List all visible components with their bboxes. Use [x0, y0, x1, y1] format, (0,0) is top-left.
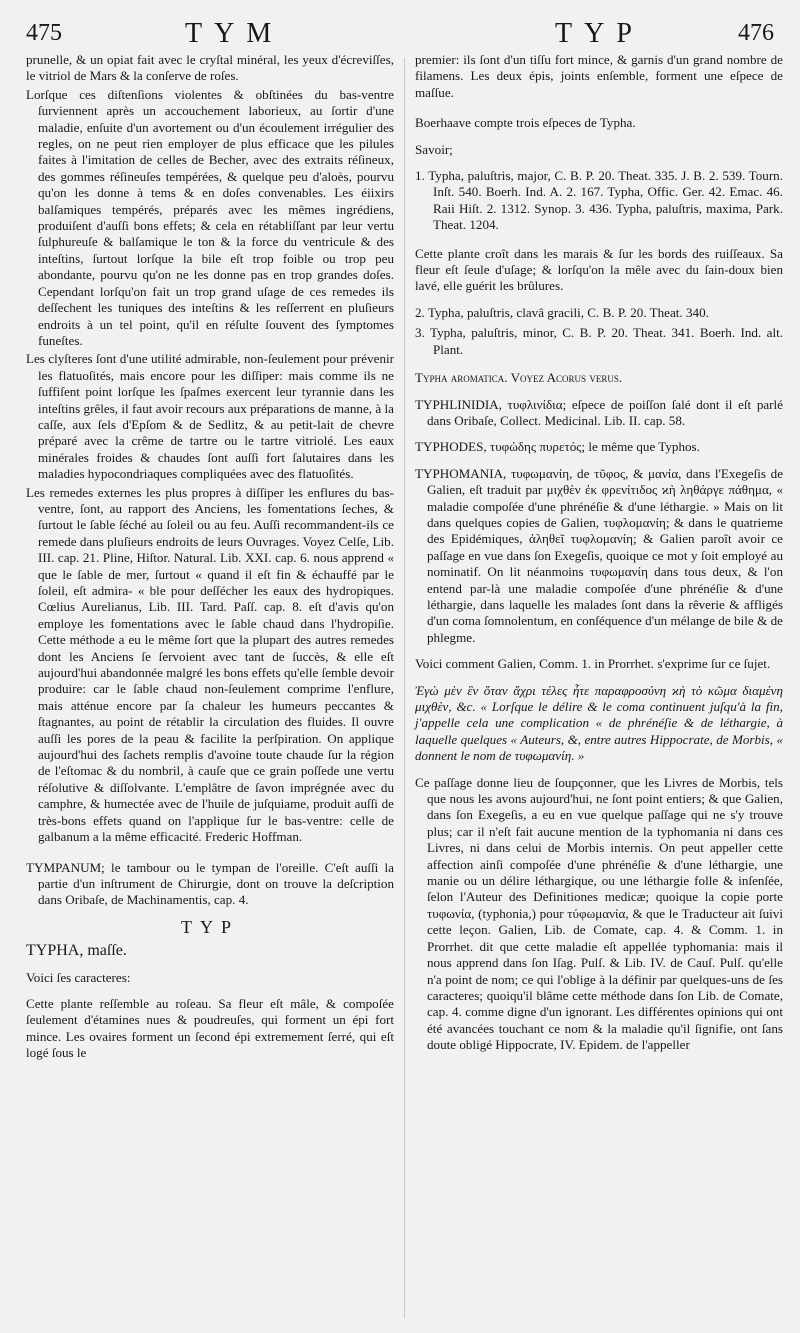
- entry-tympanum: TYMPANUM; le tambour ou le tympan de l'oreille. C'eſt auſſi la partie d'un inſtrument de Chirurgie, dont on trouve la deſcription dans Oribaſe, de Machinamentis, cap. 4.: [26, 859, 394, 908]
- left-running-title: TYM: [185, 18, 284, 49]
- column-divider: [404, 58, 405, 1318]
- plant-habitat: Cette plante croît dans les marais & ſur les bords des ruiſſeaux. Sa fleur eſt ſeule d'uſage; & lorſqu'on la mêle avec du ſain-doux bien lavé, elle guérit les brûlures.: [415, 245, 783, 294]
- right-column: [415, 52, 783, 1056]
- paragraph-remedes-externes: Les remedes externes les plus propres à diſſiper les enflures du bas-ventre, ſont, au rapport des Anciens, les fomentations ſeches, & ſurtout le ſable ſéché au ſoleil ou au feu. Auſſi recommandent-ils ce remede dans pluſieurs endroits de leurs Ouvrages. Voyez Celſe, Lib. III. cap. 21. Pline, Hiſtor. Natural. Lib. XXI. cap. 6. nous apprend « que le ſable de mer, ſurtout « quand il eſt fin & échauffé par le ſoleil, eſt admira- « ble pour deſſécher les eaux des hydropiques. Cœlius Aurelianus, Lib. III. Tard. Paſſ. cap. 8. eſt d'avis qu'on employe les fomentations avec le ſable chaud dans l'hydropiſie. Cette méthode a eu le même ſort que la plupart des autres remedes dont les Anciens ſe ſervoient avec tant de ſuccès, & elle eſt aujourd'hui abandonnée malgré les bons effets qu'elle ſemble devoir produire: car le ſable chaud non-ſeulement comprime l'enflure, mais atténue encore par ſa chaleur les humeurs peccantes & ſtagnantes, au point de rétablir la circulation des fluides. Il ouvre auſſi les pores de la peau & facilite la perſpiration. On applique aujourd'hui des ſachets remplis d'avoine toute chaude ſur la région de l'eſtomac & du nombril, à cauſe que ce grain poſſede une vertu réſolutive & diſſolvante. L'emplâtre de ſavon imprégnée avec du camphre, & humectée avec de l'huile de juſquiame, produit auſſi de très-bons effets quand on l'applique ſur le bas-ventre: celle de galbanum a la même efficacité. Frederic Hoffman.: [26, 484, 394, 845]
- left-column: [26, 52, 394, 1064]
- species-list-2: [415, 305, 783, 358]
- savoir-label: Savoir;: [415, 141, 453, 157]
- paragraph-distensions: Lorſque ces diſtenſions violentes & obſtinées du bas-ventre ſurviennent après un accouchement laborieux, au ſortir d'une maladie, enſuite d'un avortement ou d'un écoulement irrégulier des regles, on ne peut rien employer de plus efficace que les pilules faites à l'imitation de celles de Becher, avec des extraits réſineux, des gommes réſineuſes tempérées, & quelque peu d'aloès, pourvu qu'on les donne à tems & en doſes convenables. Les éiixirs balſamiques tempérés, préparés avec les mêmes ingrédiens, produiſent d'auſſi bons effets; & cela en rétabliſſant par leur vertu ſulphureuſe & balſamique le ton & la force du ventricule & des inteſtins, ſurtout lorſque la bile eſt trop foible ou trop peu abondante, pourvu qu'on ne les donne pas en trop grandes doſes. Cependant lorſqu'on fait un trop grand uſage de ces remedes ils deſſechent les tuniques des inteſtins & les reſſerrent en pluſieurs endroits à un tel point, qu'il en réſulte ſouvent des ſymptomes funeſtes.: [26, 86, 394, 348]
- species-item: 1. Typha, paluſtris, major, C. B. P. 20. Theat. 335. J. B. 2. 539. Tourn. Inſt. 540. Boerh. Ind. A. 2. 167. Typha, Offic. Ger. 42. Emac. 46. Raii Hiſt. 2. 1312. Synop. 3. 436. Typha, paluſtris, maxima, Park. Theat. 1204.: [415, 168, 783, 233]
- section-heading-typ: TYP: [180, 916, 239, 937]
- entry-typhlinidia: TYPHLINIDIA, τυφλινίδια; eſpece de poiſſon ſalé dont il eſt parlé dans Oribaſe, Collect. Medicinal. Lib. II. cap. 58.: [415, 396, 783, 428]
- galien-intro: Voici comment Galien, Comm. 1. in Prorrhet. s'exprime ſur ce ſujet.: [415, 656, 771, 672]
- entry-typhomania: TYPHOMANIA, τυφωμανίη, de τῦφος, & μανία, dans l'Exegeſis de Galien, eſt traduit par μιχθὲν ἐκ φρενίτιδος ϰὴ ληθάργε πάθημα, « maladie compoſée d'une phrénéſie & d'une léthargie. » Mais on lit dans quelques copies de Galien, τυφλομανίη; & dans le quatrieme des Epidémiques, ἀληθεῖ τυφλομανίη; & Galien paroît avoir ce paſſage en vue dans ſon Exegeſis, quoique ce mot y ſoit employé au nominatif. On lit néanmoins τυφωμανίη dans tous deux, & l'on entend par-là une maladie compoſée d'une phrénéſie & d'une léthargie, dans laquelle les malades ſont dans la rêverie & affligés d'un coma ſomnolentum, en conſéquence d'un mélange de bile & de phlegme.: [415, 465, 783, 645]
- greek-quotation: Ἐγὼ μὲν ἓν ὅταν ἄχρι τέλες ἦτε παραφροσύνη ϰὴ τὸ κῶμα διαμένη μιχθὲν, &c. « Lorſque le délire & le coma continuent juſqu'à la fin, j'appelle cela une complication « de phrénéſie & de léthargie, à laquelle quelques « Auteurs, &, entre autres Hippocrate, de Morbis, « donnent le nom de τυφωμανίη. »: [415, 682, 783, 764]
- left-page-number: 475: [26, 20, 62, 46]
- paragraph-passage: Ce paſſage donne lieu de ſoupçonner, que les Livres de Morbis, tels que nous les avons aujourd'hui, ne ſont point entiers; & que Galien, dans ſon Exegeſis, a eu en vue quelque paſſage qui ne s'y trouve plus; car il n'eſt fait aucune mention de la typhomania ni dans ces Livres, ni dans celui de Morbis internis. On peut appeller cette affection ainſi compoſée d'une phrénéſie & d'une léthargie, une manie ou un délire léthargique, ou une léthargie folle & inſenſée, ſelon l'Auteur des Definitiones medicæ; quoique la copie porte τυφωνία, (typhonia,) pour τύφωμανία, & que le Traducteur ait ſuivi cette leçon. Galien, Lib. de Comate, cap. 4. & Comm. 1. in Prorrhet. dit que cette maladie eſt appellée typhomania: mais il nous apprend dans ſon Iſag. Pulſ. & Lib. IV. de Cauſ. Pulſ. qu'elle n'a point de nom; ce qui l'oblige à la définir par quelques-uns de ſes caracteres; quoiqu'il blâme cette méthode dans ſon Lib. de Comate, cap. 4. comme digne d'un ignorant. Les différentes opinions qui ont été avancées touchant ce nom & la maladie qu'il ſignifie, ont ſans doute obligé Hippocrate, IV. Epidem. de l'appeller: [415, 774, 783, 1053]
- right-page-number: 476: [738, 20, 774, 46]
- species-item: 2. Typha, paluſtris, clavâ gracili, C. B. P. 20. Theat. 340.: [415, 304, 709, 320]
- typha-characters-intro: Voici ſes caracteres:: [26, 969, 131, 985]
- boerhaave-species-intro: Boerhaave compte trois eſpeces de Typha.: [415, 115, 636, 131]
- typha-continuation: premier: ils ſont d'un tiſſu fort mince, & garnis d'un grand nombre de filamens. Les deux épis, joints enſemble, forment une eſpece de maſſue.: [415, 52, 783, 100]
- entry-typha-aromatica: Typha aromatica. Voyez Acorus verus.: [415, 370, 623, 386]
- typha-description: Cette plante reſſemble au roſeau. Sa fleur eſt mâle, & compoſée ſeulement d'étamines nues & poudreuſes, qui forment un épi fort mince. Les ovaires forment un ſecond épi extremement ſerré, qui eſt logé ſous le: [26, 995, 394, 1061]
- species-item: 3. Typha, paluſtris, minor, C. B. P. 20. Theat. 341. Boerh. Ind. alt. Plant.: [415, 325, 783, 357]
- species-list-1: [415, 168, 783, 234]
- page-header: [0, 14, 800, 54]
- entry-typha-head: TYPHA, maſſe.: [26, 942, 127, 960]
- paragraph-clysteres: Les clyſteres ſont d'une utilité admirable, non-ſeulement pour prévenir les flatuoſités, mais encore pour les diſſiper: mais comme ils ne ſuffiſent point lorſque les ſpaſmes exercent leur tyrannie dans les inteſtins grêles, il faut avoir recours aux préparations de manne, à la caſſe, aux ſels d'Epſom & de Sedlitz, & au petit-lait de chevre préparé avec la crême de tartre ou le tartre vitriolé. Les eaux minérales froides & chaudes ſont auſſi fort ſalutaires dans les maladies hypocondriaques compliquées avec des flatuoſités.: [26, 351, 394, 482]
- right-running-title: TYP: [555, 18, 644, 49]
- paragraph-prunelle: prunelle, & un opiat fait avec le cryſtal minéral, les yeux d'écreviſſes, le vitriol de Mars & la conſerve de roſes.: [26, 52, 394, 84]
- entry-typhodes: TYPHODES, τυφώδης πυρετός; le même que Typhos.: [415, 439, 700, 455]
